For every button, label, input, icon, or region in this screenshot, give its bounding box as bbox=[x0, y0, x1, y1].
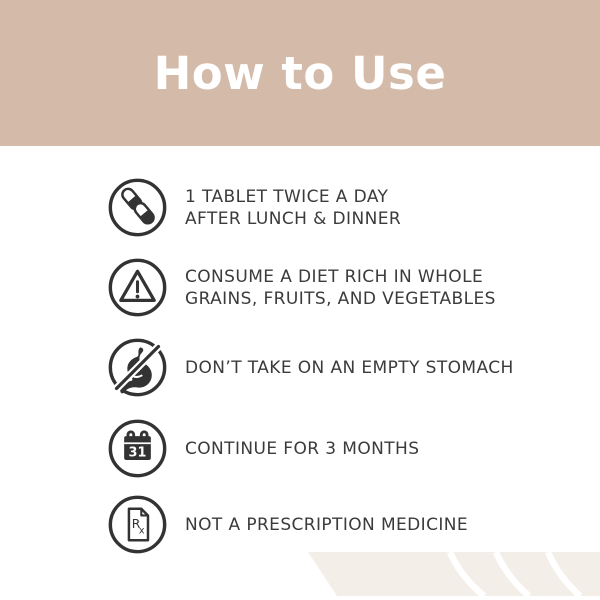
warning-triangle-icon bbox=[107, 257, 168, 318]
instruction-line: CONTINUE FOR 3 MONTHS bbox=[185, 438, 420, 459]
instruction-text bbox=[185, 186, 401, 230]
instruction-line: GRAINS, FRUITS, AND VEGETABLES bbox=[185, 288, 496, 309]
instruction-line: 1 TABLET TWICE A DAY bbox=[185, 186, 389, 207]
calendar-icon bbox=[107, 418, 168, 479]
instruction-row-stomach bbox=[107, 337, 514, 398]
calendar-day-label: 31 bbox=[128, 445, 147, 461]
instruction-row-dosage bbox=[107, 177, 401, 238]
no-empty-stomach-icon bbox=[107, 337, 168, 398]
instruction-text bbox=[185, 357, 514, 379]
decorative-ribbon bbox=[300, 551, 600, 597]
instruction-row-duration bbox=[107, 418, 419, 479]
instruction-line: DON’T TAKE ON AN EMPTY STOMACH bbox=[185, 357, 514, 378]
instruction-row-diet bbox=[107, 257, 496, 318]
page-title: How to Use bbox=[153, 46, 447, 100]
instruction-line: NOT A PRESCRIPTION MEDICINE bbox=[185, 514, 469, 535]
instruction-row-prescription bbox=[107, 494, 468, 555]
instruction-text bbox=[185, 266, 496, 310]
header-banner bbox=[0, 0, 600, 146]
instruction-line: AFTER LUNCH & DINNER bbox=[185, 208, 402, 229]
instruction-text bbox=[185, 438, 419, 460]
instruction-line: CONSUME A DIET RICH IN WHOLE bbox=[185, 266, 484, 287]
rx-letter-r: R bbox=[131, 515, 141, 531]
pills-icon bbox=[107, 177, 168, 238]
instruction-text bbox=[185, 514, 468, 536]
prescription-document-icon bbox=[107, 494, 168, 555]
rx-letter-x: x bbox=[138, 525, 145, 537]
